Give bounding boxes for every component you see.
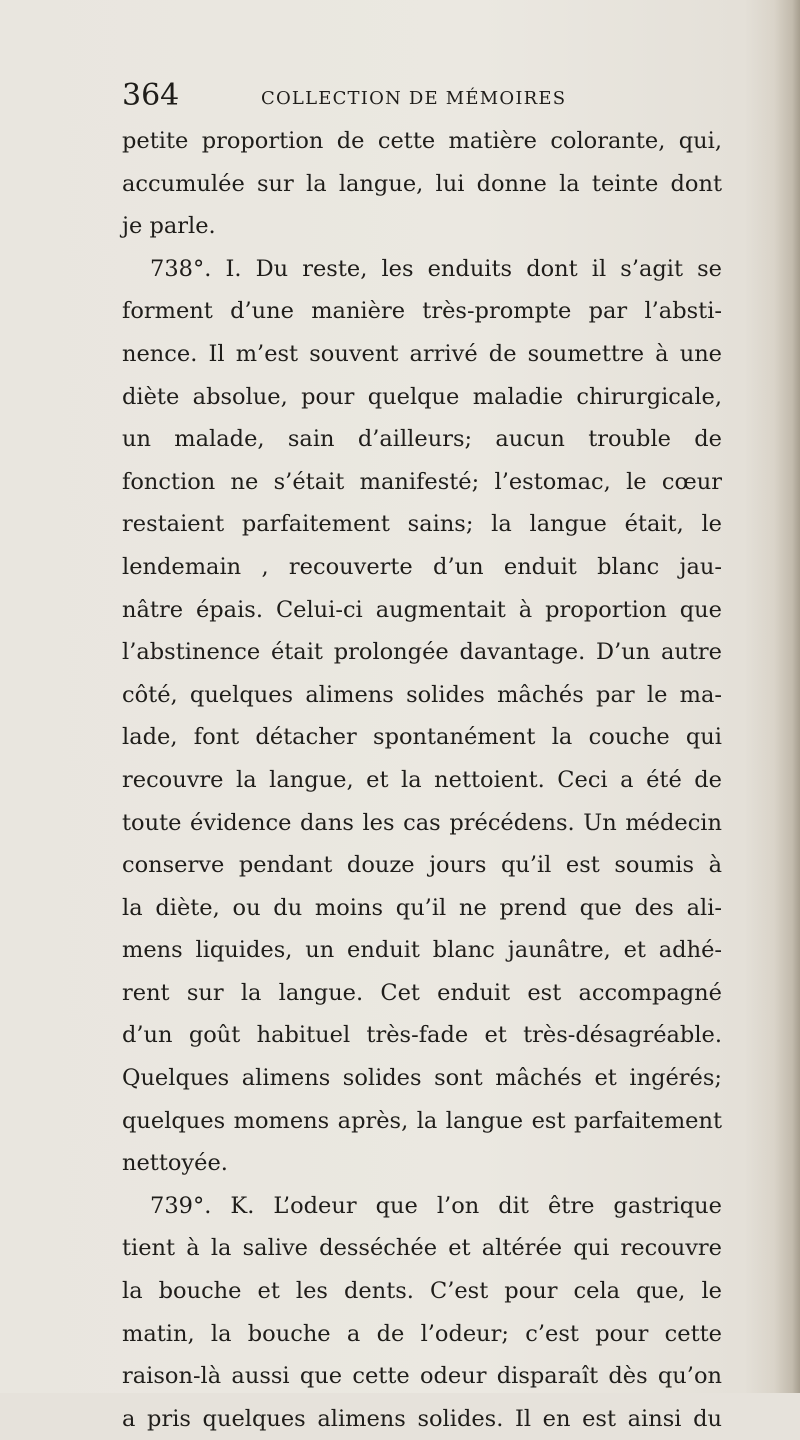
text-line: tient à la salive desséchée et altérée qui recouvre bbox=[122, 1235, 722, 1262]
text-line: côté, quelques alimens solides mâchés par le ma- bbox=[122, 681, 722, 708]
text-line: accumulée sur la langue, lui donne la teinte dont bbox=[122, 170, 722, 197]
page-header bbox=[122, 78, 722, 118]
text-line: recouvre la langue, et la nettoient. Ceci a été de bbox=[122, 766, 722, 793]
text-line: restaient parfaitement sains; la langue était, le bbox=[122, 511, 722, 538]
text-line: toute évidence dans les cas précédens. Un médecin bbox=[122, 809, 722, 836]
text-line: mens liquides, un enduit blanc jaunâtre, et adhé- bbox=[122, 937, 722, 964]
text-line: la bouche et les dents. C’est pour cela que, le bbox=[122, 1278, 722, 1305]
text-line: d’un goût habituel très-fade et très-désagréable. bbox=[122, 1022, 722, 1049]
running-head: COLLECTION DE MÉMOIRES bbox=[261, 88, 567, 109]
page-gutter-shadow bbox=[774, 0, 800, 1393]
text-line: la diète, ou du moins qu’il ne prend que des ali- bbox=[122, 894, 722, 921]
text-line: forment d’une manière très-prompte par l’absti- bbox=[122, 298, 722, 325]
text-line: l’abstinence était prolongée davantage. D’un autre bbox=[122, 639, 722, 666]
text-line: quelques momens après, la langue est parfaitement bbox=[122, 1107, 722, 1134]
page-number: 364 bbox=[122, 78, 180, 113]
text-line: lendemain , recouverte d’un enduit blanc jau- bbox=[122, 553, 722, 580]
text-line: matin, la bouche a de l’odeur; c’est pour cette bbox=[122, 1320, 722, 1347]
text-line: un malade, sain d’ailleurs; aucun trouble de bbox=[122, 426, 722, 453]
text-line: nâtre épais. Celui-ci augmentait à proportion que bbox=[122, 596, 722, 623]
text-line: conserve pendant douze jours qu’il est soumis à bbox=[122, 852, 722, 879]
text-line: petite proportion de cette matière colorante, qui, bbox=[122, 128, 722, 154]
text-line: fonction ne s’était manifesté; l’estomac, le cœur bbox=[122, 468, 722, 495]
text-line: 738°. I. Du reste, les enduits dont il s’agit se bbox=[150, 255, 722, 282]
text-line: lade, font détacher spontanément la couche qui bbox=[122, 724, 722, 751]
text-line: diète absolue, pour quelque maladie chirurgicale, bbox=[122, 383, 722, 410]
text-line: a pris quelques alimens solides. Il en est ainsi du bbox=[122, 1405, 722, 1432]
body-text bbox=[122, 120, 722, 1440]
text-line: raison-là aussi que cette odeur disparaît dès qu’on bbox=[122, 1363, 722, 1390]
text-line: rent sur la langue. Cet enduit est accompagné bbox=[122, 979, 722, 1006]
text-line: Quelques alimens solides sont mâchés et ingérés; bbox=[122, 1065, 722, 1092]
text-line: nence. Il m’est souvent arrivé de soumettre à une bbox=[122, 340, 722, 367]
text-line: je parle. bbox=[122, 213, 216, 240]
text-line: nettoyée. bbox=[122, 1150, 228, 1177]
text-line: 739°. K. L’odeur que l’on dit être gastrique bbox=[150, 1192, 722, 1219]
